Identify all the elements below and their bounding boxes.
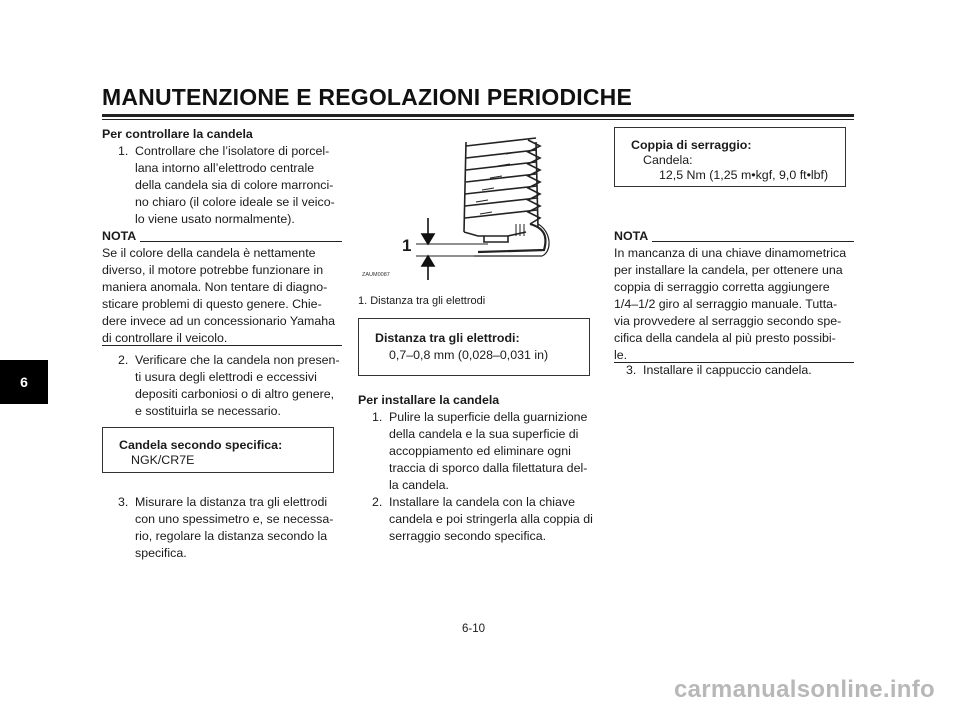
nota-rule [652, 241, 854, 242]
nota-heading [102, 228, 342, 245]
gap-spec-title: Distanza tra gli elettrodi: [375, 331, 520, 345]
step-number: 3. [626, 363, 637, 377]
figure-code: ZAUM0087 [362, 272, 390, 278]
text-line: dere invece ad un concessionario Yamaha [102, 314, 336, 328]
step-number: 3. [118, 495, 129, 509]
step-number: 1. [372, 410, 383, 424]
figure-callout-1: 1 [402, 236, 412, 255]
text-line: cifica della candela al più presto possibi- [614, 331, 836, 345]
install-step-1 [372, 409, 598, 494]
text-line: Misurare la distanza tra gli elettrodi [135, 495, 328, 509]
text-line: e sostituirla se necessario. [135, 404, 282, 418]
step-3-cap [626, 362, 854, 379]
section-title-install-spark-plug: Per installare la candela [358, 393, 500, 407]
text-line: Se il colore della candela è nettamente [102, 246, 316, 260]
text-line: della candela sia di colore marronci- [135, 178, 334, 192]
text-line: lo viene usato normalmente). [135, 212, 295, 226]
text-line: no chiaro (il colore ideale se il veico- [135, 195, 335, 209]
text-line: della candela e la sua superficie di [389, 427, 579, 441]
text-line: Controllare che l’isolatore di porcel- [135, 144, 330, 158]
text-line: Pulire la superficie della guarnizione [389, 410, 588, 424]
text-line: con uno spessimetro e, se necessa- [135, 512, 334, 526]
text-line: 1/4–1/2 giro al serraggio manuale. Tutta- [614, 297, 838, 311]
header-rule [102, 114, 854, 117]
torque-spec-subtitle: Candela: [643, 153, 693, 167]
step-text [135, 143, 342, 228]
torque-spec-box [614, 127, 846, 187]
install-step-2 [372, 494, 598, 545]
step-text: Installare il cappuccio candela. [643, 363, 812, 377]
figure-caption: 1. Distanza tra gli elettrodi [358, 295, 486, 307]
nota-text [614, 245, 854, 364]
text-line: di controllare il veicolo. [102, 331, 228, 345]
step-2 [118, 352, 342, 420]
text-line: specifica. [135, 546, 187, 560]
header-rule-thin [102, 119, 854, 120]
nota-label: NOTA [102, 229, 137, 243]
text-line: maniera anomala. Non tentare di diagno- [102, 280, 328, 294]
text-line: In mancanza di una chiave dinamometrica [614, 246, 847, 260]
text-line: via provvedere al serraggio secondo spe- [614, 314, 842, 328]
step-1 [118, 143, 342, 228]
nota-heading [614, 228, 854, 245]
text-line: la candela. [389, 478, 449, 492]
page-number: 6-10 [462, 623, 486, 635]
page-title: MANUTENZIONE E REGOLAZIONI PERIODICHE [102, 84, 633, 110]
torque-spec-title: Coppia di serraggio: [631, 138, 752, 152]
step-number: 2. [372, 495, 383, 509]
nota-label: NOTA [614, 229, 649, 243]
text-line: Verificare che la candela non presen- [135, 353, 340, 367]
text-line: sticare problemi di questo genere. Chie- [102, 297, 322, 311]
torque-spec-value: 12,5 Nm (1,25 m•kgf, 9,0 ft•lbf) [659, 168, 829, 182]
nota-text [102, 245, 342, 347]
text-line: Installare la candela con la chiave [389, 495, 575, 509]
step-text [389, 409, 598, 494]
step-text [135, 352, 342, 420]
text-line: lana intorno all’elettrodo centrale [135, 161, 315, 175]
text-line: rio, regolare la distanza secondo la [135, 529, 328, 543]
nota-rule [140, 241, 342, 242]
step-text [389, 494, 598, 545]
watermark: carmanualsonline.info [674, 676, 936, 703]
text-line: accoppiamento ed eliminare ogni [389, 444, 571, 458]
text-line: depositi carboniosi o di altro genere, [135, 387, 335, 401]
electrode-gap-spec-box [358, 318, 590, 376]
gap-spec-value: 0,7–0,8 mm (0,028–0,031 in) [389, 348, 549, 362]
spark-plug-illustration [358, 132, 598, 282]
step-number: 2. [118, 353, 129, 367]
text-line: per installare la candela, per ottenere una [614, 263, 843, 277]
text-line: candela e poi stringerla alla coppia di [389, 512, 593, 526]
spec-value: NGK/CR7E [131, 453, 195, 467]
text-line: coppia di serraggio corretta aggiungere [614, 280, 830, 294]
text-line: ti usura degli elettrodi e eccessivi [135, 370, 317, 384]
text-line: traccia di sporco dalla filettatura del- [389, 461, 588, 475]
step-number: 1. [118, 144, 129, 158]
step-3 [118, 494, 342, 562]
text-line: le. [614, 348, 628, 362]
text-line: serraggio secondo specifica. [389, 529, 547, 543]
spark-plug-spec-box [102, 427, 334, 473]
chapter-tab: 6 [0, 360, 48, 404]
nota-end-rule [102, 345, 342, 346]
text-line: diverso, il motore potrebbe funzionare in [102, 263, 324, 277]
step-text [135, 494, 342, 562]
spark-plug-gap-figure [358, 132, 598, 282]
spec-title: Candela secondo specifica: [119, 438, 283, 452]
section-title-check-spark-plug: Per controllare la candela [102, 127, 253, 141]
